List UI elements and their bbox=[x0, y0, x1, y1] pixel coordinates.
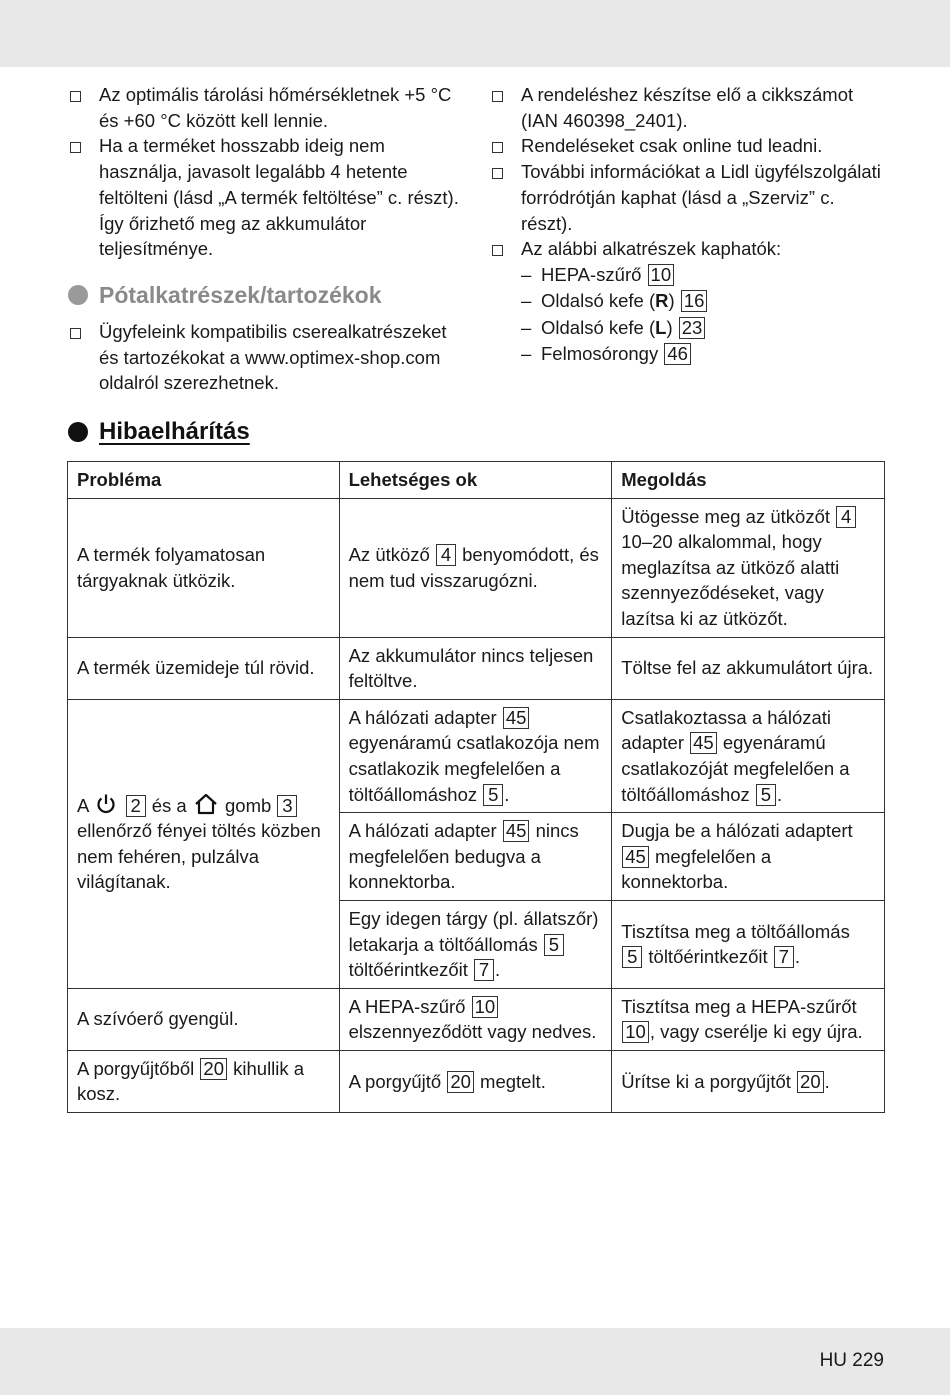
table-row bbox=[68, 699, 885, 812]
cause-cell: Az akkumulátor nincs teljesen feltöltve. bbox=[339, 637, 612, 699]
troubleshooting-table bbox=[67, 461, 885, 1113]
list-item bbox=[68, 133, 463, 262]
cause-cell: A porgyűjtő 20 megtelt. bbox=[339, 1050, 612, 1112]
list-item-text: A rendeléshez készítse elő a cikkszámot (IAN 460398_2401). bbox=[521, 84, 854, 131]
spares-heading bbox=[68, 282, 463, 309]
table-row bbox=[68, 637, 885, 699]
list-item bbox=[490, 133, 890, 159]
spares-heading-text: Pótalkatrészek/tartozékok bbox=[99, 281, 382, 308]
checkbox-bullet-icon bbox=[490, 159, 521, 236]
ref-number: 20 bbox=[797, 1071, 824, 1093]
list-item bbox=[68, 319, 463, 396]
ref-number: 2 bbox=[126, 795, 146, 817]
ref-number: 45 bbox=[503, 820, 530, 842]
list-item bbox=[68, 82, 463, 133]
ref-number: 4 bbox=[836, 506, 856, 528]
solution-cell: Ütögesse meg az ütközőt 4 10–20 alkalommal, hogy meglazítsa az ütköző alatti szennyeződéseket, vagy lazítsa ki az ütközőt. bbox=[612, 498, 885, 637]
solution-cell: Tisztítsa meg a töltőállomás 5 töltőérintkezőit 7 . bbox=[612, 900, 885, 988]
ref-number: 7 bbox=[474, 959, 494, 981]
ref-number: 3 bbox=[277, 795, 297, 817]
list-item bbox=[490, 159, 890, 236]
ref-number: 45 bbox=[622, 846, 649, 868]
checkbox-bullet-icon bbox=[490, 236, 521, 262]
ref-number: 20 bbox=[447, 1071, 474, 1093]
bullet-dot-icon bbox=[68, 285, 88, 305]
ref-number: 45 bbox=[503, 707, 530, 729]
ref-number: 5 bbox=[756, 784, 776, 806]
table-row bbox=[68, 498, 885, 637]
checkbox-bullet-icon bbox=[68, 82, 99, 133]
part-item: – Felmosórongy 46 bbox=[490, 341, 890, 368]
ref-number: 5 bbox=[544, 934, 564, 956]
cause-cell: Az ütköző 4 benyomódott, és nem tud visszarugózni. bbox=[339, 498, 612, 637]
solution-cell: Dugja be a hálózati adaptert 45 megfelelően a konnektorba. bbox=[612, 813, 885, 901]
troubleshooting-heading bbox=[68, 418, 250, 446]
list-item bbox=[490, 82, 890, 133]
list-item bbox=[490, 236, 890, 262]
cause-cell: A hálózati adapter 45 nincs megfelelően bedugva a konnektorba. bbox=[339, 813, 612, 901]
ref-number: 23 bbox=[679, 317, 706, 339]
ref-number: 7 bbox=[774, 946, 794, 968]
left-column bbox=[68, 82, 463, 396]
solution-cell: Töltse fel az akkumulátort újra. bbox=[612, 637, 885, 699]
troubleshooting-heading-text: Hibaelhárítás bbox=[99, 418, 250, 445]
checkbox-bullet-icon bbox=[68, 133, 99, 262]
ref-number: 10 bbox=[472, 996, 499, 1018]
list-item-text: Ügyfeleink kompatibilis cserealkatrészeket és tartozékokat a www.optimex-shop.com oldalról szerezhetnek. bbox=[99, 320, 447, 394]
list-item-text: Ha a terméket hosszabb ideig nem használja, javasolt legalább 4 hetente feltölteni (lásd „A termék feltöltése” c. részt). Így őrizhető meg az akkumulátor teljesítménye. bbox=[99, 135, 459, 260]
column-header: Lehetséges ok bbox=[339, 462, 612, 499]
table-row bbox=[68, 988, 885, 1050]
footer-band bbox=[0, 1328, 950, 1395]
solution-cell: Csatlakoztassa a hálózati adapter 45 egyenáramú csatlakozóját megfelelően a töltőállomáshoz 5 . bbox=[612, 699, 885, 812]
checkbox-bullet-icon bbox=[490, 133, 521, 159]
table-row bbox=[68, 1050, 885, 1112]
problem-cell: A termék folyamatosan tárgyaknak ütközik. bbox=[68, 498, 340, 637]
ref-number: 10 bbox=[622, 1021, 649, 1043]
problem-cell: A szívóerő gyengül. bbox=[68, 988, 340, 1050]
list-item-text: Az alábbi alkatrészek kaphatók: bbox=[521, 238, 782, 260]
list-item-text: További információkat a Lidl ügyfélszolgálati forródrótján kaphat (lásd a „Szerviz” c. részt). bbox=[521, 161, 881, 234]
power-icon bbox=[95, 793, 117, 815]
solution-cell: Tisztítsa meg a HEPA-szűrőt 10 , vagy cserélje ki egy újra. bbox=[612, 988, 885, 1050]
problem-cell: A termék üzemideje túl rövid. bbox=[68, 637, 340, 699]
cause-cell: Egy idegen tárgy (pl. állatszőr) letakarja a töltőállomás 5 töltőérintkezőit 7 . bbox=[339, 900, 612, 988]
ref-number: 4 bbox=[436, 544, 456, 566]
column-header: Probléma bbox=[68, 462, 340, 499]
list-item-text: Rendeléseket csak online tud leadni. bbox=[521, 135, 823, 157]
solution-cell: Ürítse ki a porgyűjtőt 20 . bbox=[612, 1050, 885, 1112]
cause-cell: A hálózati adapter 45 egyenáramú csatlakozója nem csatlakozik megfelelően a töltőállomáshoz 5 . bbox=[339, 699, 612, 812]
ref-number: 46 bbox=[664, 343, 691, 365]
ref-number: 5 bbox=[622, 946, 642, 968]
ref-number: 16 bbox=[681, 290, 708, 312]
ref-number: 5 bbox=[483, 784, 503, 806]
bullet-dot-icon bbox=[68, 422, 88, 442]
header-band bbox=[0, 0, 950, 67]
column-header: Megoldás bbox=[612, 462, 885, 499]
table-header-row bbox=[68, 462, 885, 499]
ref-number: 20 bbox=[200, 1058, 227, 1080]
home-icon bbox=[194, 793, 218, 815]
list-item-text: Az optimális tárolási hőmérsékletnek +5 °C és +60 °C között kell lennie. bbox=[99, 84, 452, 131]
cause-cell: A HEPA-szűrő 10 elszennyeződött vagy nedves. bbox=[339, 988, 612, 1050]
checkbox-bullet-icon bbox=[68, 319, 99, 396]
problem-cell: A porgyűjtőből 20 kihullik a kosz. bbox=[68, 1050, 340, 1112]
checkbox-bullet-icon bbox=[490, 82, 521, 133]
page-number: HU 229 bbox=[819, 1350, 884, 1371]
part-item: – Oldalsó kefe (R) 16 bbox=[490, 288, 890, 315]
part-item: – Oldalsó kefe (L) 23 bbox=[490, 315, 890, 342]
ref-number: 45 bbox=[690, 732, 717, 754]
problem-cell: A 2 és a gomb 3 ellenőrző fényei töltés közben nem fehéren, pulzálva világítanak. bbox=[68, 699, 340, 988]
part-item: – HEPA-szűrő 10 bbox=[490, 262, 890, 289]
right-column bbox=[490, 82, 890, 368]
ref-number: 10 bbox=[648, 264, 675, 286]
